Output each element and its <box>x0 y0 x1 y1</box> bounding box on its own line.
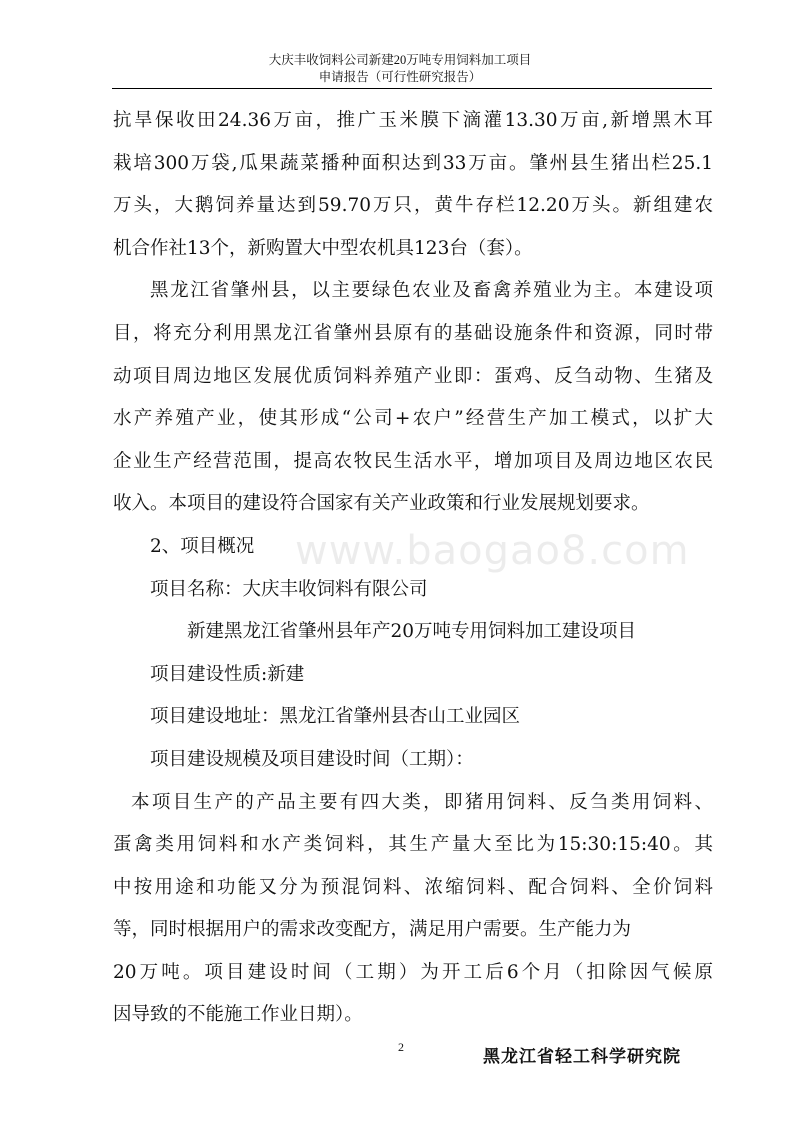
text-line: 项目建设性质:新建 <box>150 663 305 685</box>
text-line: 目，将充分利用黑龙江省肇州县原有的基础设施条件和资源，同时带 <box>113 322 713 344</box>
page-number: 2 <box>398 1040 404 1054</box>
text-line: 企业生产经营范围，提高农牧民生活水平，增加项目及周边地区农民 <box>113 450 713 472</box>
text-line: 黑龙江省肇州县，以主要绿色农业及畜禽养殖业为主。本建设项 <box>150 280 713 302</box>
text-line: 项目建设规模及项目建设时间（工期）： <box>150 748 474 770</box>
text-line: 20万吨。项目建设时间（工期）为开工后6个月（扣除因气候原 <box>113 961 713 983</box>
text-line: 因导致的不能施工作业日期）。 <box>113 1004 363 1026</box>
institute-name: 黑龙江省轻工科学研究院 <box>483 1047 681 1067</box>
text-line: 2、项目概况 <box>150 535 255 557</box>
text-line: 机合作社13个，新购置大中型农机具123台（套）。 <box>113 237 533 259</box>
text-line: 新建黑龙江省肇州县年产20万吨专用饲料加工建设项目 <box>187 621 637 643</box>
header-subtitle: 申请报告（可行性研究报告） <box>318 70 482 84</box>
text-line: 项目名称：大庆丰收饲料有限公司 <box>150 578 428 600</box>
page-header <box>0 52 800 86</box>
text-line: 蛋禽类用饲料和水产类饲料，其生产量大至比为15:30:15:40。其 <box>113 834 713 856</box>
text-line: 栽培300万袋,瓜果蔬菜播种面积达到33万亩。肇州县生猪出栏25.1 <box>113 152 713 174</box>
header-title: 大庆丰收饲料公司新建20万吨专用饲料加工项目 <box>268 53 532 67</box>
text-line: 动项目周边地区发展优质饲料养殖产业即：蛋鸡、反刍动物、生猪及 <box>113 365 713 387</box>
text-line: 水产养殖产业，使其形成“公司+农户”经营生产加工模式，以扩大 <box>113 408 713 430</box>
text-line: 万头，大鹅饲养量达到59.70万只，黄牛存栏12.20万头。新组建农 <box>113 195 713 217</box>
text-line: 中按用途和功能又分为预混饲料、浓缩饲料、配合饲料、全价饲料 <box>113 876 713 898</box>
text-line: 收入。本项目的建设符合国家有关产业政策和行业发展规划要求。 <box>113 493 650 515</box>
text-line: 等，同时根据用户的需求改变配方，满足用户需要。生产能力为 <box>113 919 632 941</box>
document-body <box>113 100 713 1037</box>
text-line: 项目建设地址：黑龙江省肇州县杏山工业园区 <box>150 706 521 728</box>
text-line: 抗旱保收田24.36万亩，推广玉米膜下滴灌13.30万亩,新增黑木耳 <box>113 110 713 131</box>
text-line: 本项目生产的产品主要有四大类，即猪用饲料、反刍类用饲料、 <box>131 791 713 813</box>
watermark: www.baogao8.com <box>295 528 690 574</box>
header-rule <box>112 88 712 89</box>
